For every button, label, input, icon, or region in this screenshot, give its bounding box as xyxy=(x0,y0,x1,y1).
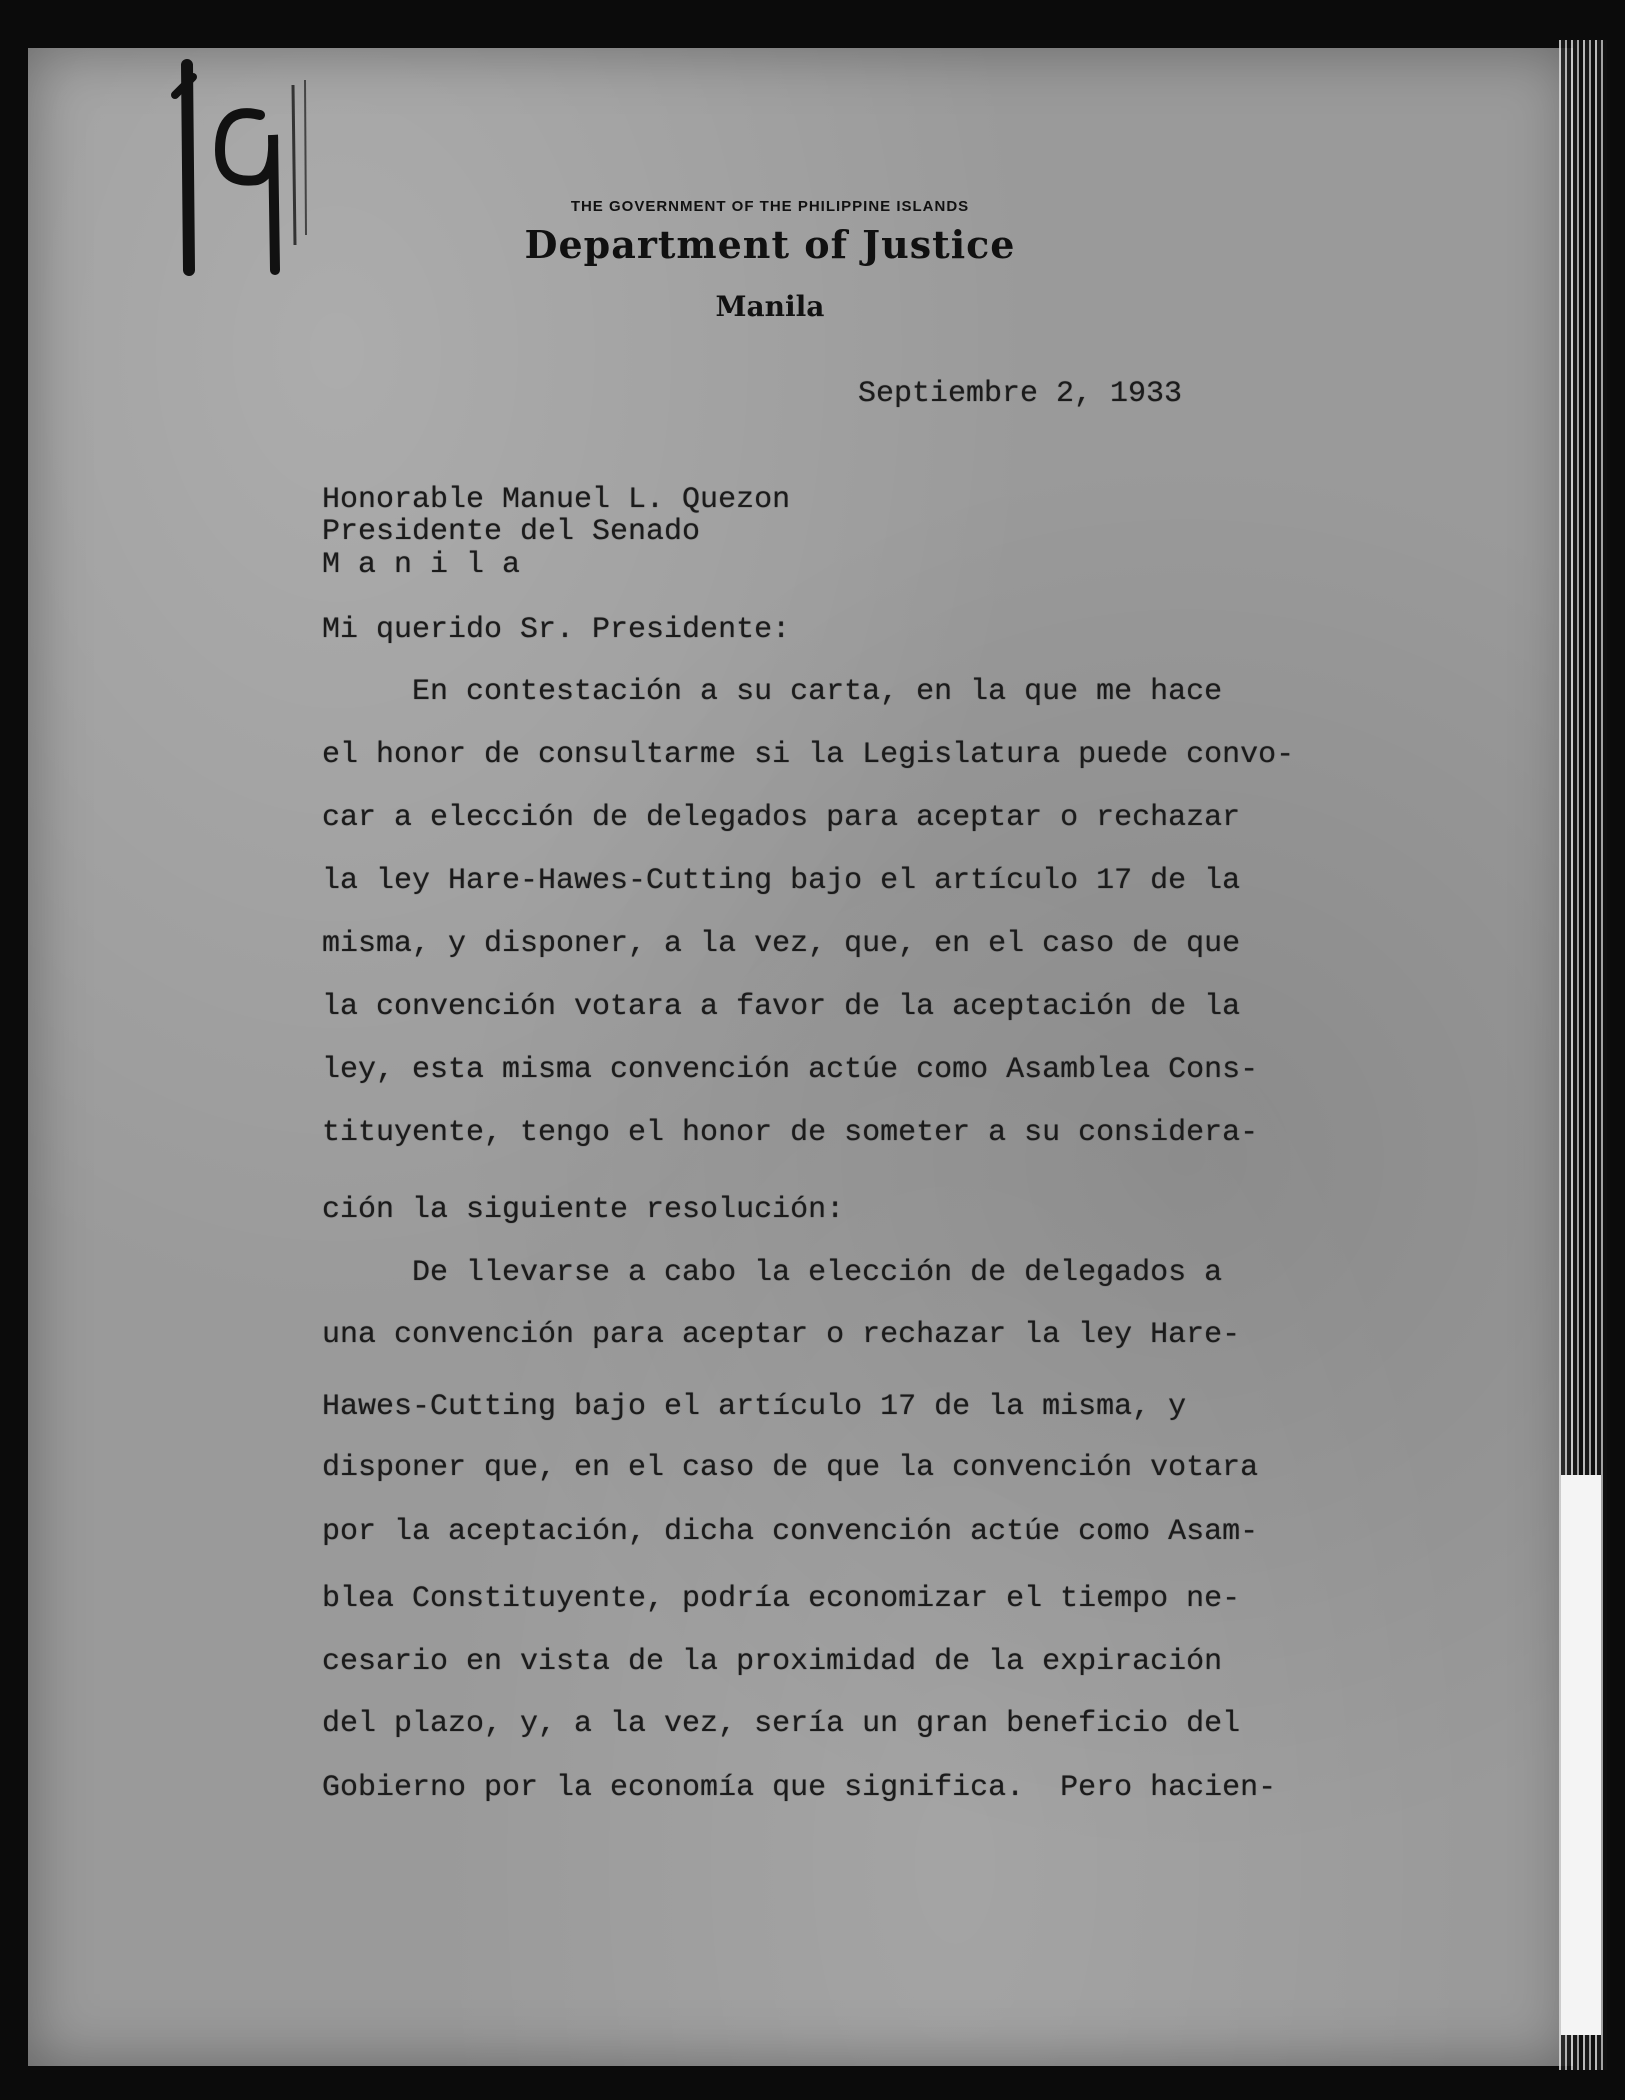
body-line: tituyente, tengo el honor de someter a su considera- xyxy=(322,1116,1259,1150)
body-line: el honor de consultarme si la Legislatura puede convo- xyxy=(322,738,1295,772)
body-line: Hawes-Cutting bajo el artículo 17 de la misma, y xyxy=(322,1390,1187,1424)
body-line: car a elección de delegados para aceptar o rechazar xyxy=(322,801,1241,835)
body-line: una convención para aceptar o rechazar la ley Hare- xyxy=(322,1318,1241,1352)
letter-date: Septiembre 2, 1933 xyxy=(858,377,1183,411)
body-line: ción la siguiente resolución: xyxy=(322,1193,845,1227)
letterhead-city: Manila xyxy=(715,290,825,323)
body-line: ley, esta misma convención actúe como Asamblea Cons- xyxy=(322,1053,1259,1087)
page-stack-edge-light xyxy=(1561,1475,1601,2035)
body-line: cesario en vista de la proximidad de la expiración xyxy=(322,1645,1223,1679)
body-line: la ley Hare-Hawes-Cutting bajo el artículo 17 de la xyxy=(322,864,1241,898)
body-line: Gobierno por la economía que significa. Pero hacien- xyxy=(322,1771,1277,1805)
recipient-city: M a n i l a xyxy=(322,548,521,582)
body-line: disponer que, en el caso de que la convención votara xyxy=(322,1451,1259,1485)
body-line: misma, y disponer, a la vez, que, en el caso de que xyxy=(322,927,1241,961)
body-line: blea Constituyente, podría economizar el tiempo ne- xyxy=(322,1582,1241,1616)
letterhead-department: Department of Justice xyxy=(524,222,1016,267)
body-line: la convención votara a favor de la aceptación de la xyxy=(322,990,1241,1024)
salutation: Mi querido Sr. Presidente: xyxy=(322,613,791,647)
body-line: por la aceptación, dicha convención actúe como Asam- xyxy=(322,1515,1259,1549)
body-line: En contestación a su carta, en la que me hace xyxy=(322,675,1223,709)
recipient-title: Presidente del Senado xyxy=(322,515,701,549)
letterhead-government: THE GOVERNMENT OF THE PHILIPPINE ISLANDS xyxy=(570,198,970,215)
body-line: De llevarse a cabo la elección de delegados a xyxy=(322,1256,1223,1290)
recipient-name: Honorable Manuel L. Quezon xyxy=(322,483,791,517)
body-line: del plazo, y, a la vez, sería un gran beneficio del xyxy=(322,1707,1241,1741)
